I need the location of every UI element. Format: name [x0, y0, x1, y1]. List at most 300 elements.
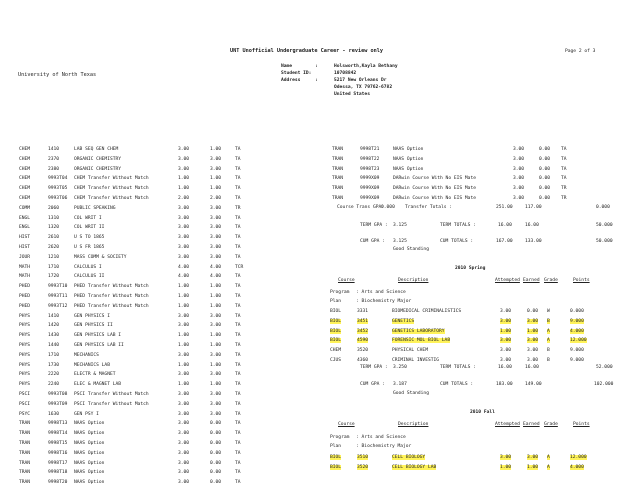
left-row-course-title: NAAS Option [74, 441, 105, 446]
left-row-subject: CHEM [19, 166, 31, 172]
course-row-grade: B [547, 348, 550, 354]
left-row-course-title: NAAS Option [74, 421, 105, 427]
left-row-subject: ENGL [19, 215, 31, 221]
left-row-catalog-number: 1420 [48, 323, 60, 329]
left-row-subject: PHED [19, 303, 31, 309]
left-row-grade: TA [235, 450, 241, 456]
page-title: UNT Unofficial Undergraduate Career - review only [230, 48, 384, 54]
left-row-grade: TA [235, 176, 241, 182]
course-row-grade-points: 4.000 [570, 464, 584, 470]
term-totals-label: TERM TOTALS : [440, 365, 476, 370]
left-row-grade: TA [235, 382, 241, 388]
course-row-grade: A [547, 338, 550, 344]
left-row-catalog-number: 2610 [48, 235, 60, 241]
left-row-course-title: PSCI Transfer Without Match [74, 401, 149, 407]
address-line: United States [334, 92, 370, 97]
left-row-grade: TA [235, 421, 241, 427]
left-row-course-title: NAAS Option [74, 460, 105, 466]
left-row-units-attempted: 2.00 [178, 196, 190, 201]
transfer-row-course-title: DARwin Course With No EIS Mate [393, 196, 476, 201]
transfer-totals-label: Transfer Totals : [405, 205, 453, 210]
left-row-catalog-number: 2620 [48, 245, 60, 250]
transfer-gpa-label: Course Trans GPA: [337, 205, 385, 210]
course-row-grade: A [547, 464, 550, 470]
left-row-units-earned: 3.00 [210, 215, 222, 221]
left-row-subject: CHEM [19, 186, 31, 192]
transfer-row-units-earned: 0.00 [539, 186, 551, 192]
left-row-grade: TA [235, 431, 241, 437]
left-row-units-earned: 1.00 [210, 147, 222, 152]
left-row-grade: TA [235, 254, 241, 260]
left-row-course-title: PHED Transfer Without Match [74, 294, 149, 299]
left-row-units-earned: 3.00 [210, 401, 222, 407]
left-row-units-earned: 3.00 [210, 166, 222, 172]
course-row-catalog-number: 3520 [357, 348, 369, 354]
course-row-grade: A [547, 328, 550, 334]
left-row-subject: TRAN [19, 441, 31, 446]
left-row-course-title: COL WRIT I [74, 215, 102, 221]
left-row-grade: TA [235, 294, 241, 299]
left-row-grade: TA [235, 186, 241, 192]
left-row-subject: PHED [19, 294, 31, 299]
cum-earned: 133.00 [525, 239, 542, 244]
left-row-units-earned: 0.00 [210, 480, 222, 486]
left-row-subject: PHYS [19, 362, 31, 368]
col-grade: Grade [544, 278, 558, 283]
left-row-units-earned: 3.00 [210, 411, 222, 417]
left-row-subject: PSCI [19, 392, 31, 397]
transfer-row-units-earned: 0.00 [539, 166, 551, 172]
course-row-grade-points: 9.000 [570, 348, 584, 354]
transfer-row-subject: TRAN [332, 186, 344, 192]
left-row-grade: TA [235, 147, 241, 152]
course-row-catalog-number: 3451 [357, 318, 369, 324]
left-row-units-earned: 1.00 [210, 333, 222, 339]
left-row-catalog-number: 1720 [48, 274, 60, 280]
transfer-attempted: 251.00 [496, 205, 513, 210]
left-row-catalog-number: 9998T15 [48, 441, 68, 446]
left-row-course-title: PSCI Transfer Without Match [74, 392, 149, 397]
address-line: Odessa, TX 79762-6782 [334, 85, 393, 90]
left-row-units-earned: 0.00 [210, 431, 222, 437]
academic-standing: Good Standing [393, 391, 429, 396]
term-gpa: 3.250 [393, 365, 407, 370]
course-row-course-title: CRIMINAL INVESTIG [392, 358, 440, 363]
col-course: Course [338, 422, 355, 427]
left-row-units-earned: 0.00 [210, 441, 222, 446]
left-row-units-attempted: 3.00 [178, 147, 190, 152]
transfer-row-grade: TR [561, 186, 567, 192]
left-row-subject: PHYS [19, 343, 31, 348]
left-row-catalog-number: 2380 [48, 166, 60, 172]
left-row-units-earned: 1.00 [210, 294, 222, 299]
left-row-units-earned: 1.00 [210, 176, 222, 182]
transfer-points: 0.000 [596, 205, 610, 210]
term-title: 2010 Fall [470, 410, 495, 415]
course-row-course-title: GENETICS [392, 318, 415, 324]
col-earned: Earned [523, 278, 540, 283]
left-row-course-title: GEN PSY I [74, 411, 99, 417]
left-row-units-attempted: 3.00 [178, 441, 190, 446]
left-row-catalog-number: 1440 [48, 343, 60, 348]
left-row-subject: CHEM [19, 176, 31, 182]
course-row-catalog-number: 3452 [357, 328, 369, 334]
left-row-course-title: MECHANICS [74, 352, 99, 358]
term-gpa-label: TERM GPA : [360, 223, 388, 228]
left-row-grade: TA [235, 225, 241, 231]
left-row-catalog-number: 2060 [48, 205, 60, 211]
course-row-units-earned: 1.00 [527, 464, 539, 470]
left-row-units-earned: 0.00 [210, 470, 222, 476]
course-row-units-earned: 0.00 [527, 309, 539, 314]
transfer-row-grade: TR [561, 196, 567, 201]
col-earned: Earned [523, 422, 540, 427]
plan-label: Plan [330, 444, 342, 449]
left-row-grade: TA [235, 245, 241, 250]
left-row-units-earned: 0.00 [210, 421, 222, 427]
left-row-course-title: GEN PHYSICS LAB I [74, 333, 122, 339]
left-row-subject: PHYS [19, 313, 31, 319]
left-row-subject: TRAN [19, 470, 31, 476]
col-grade: Grade [544, 422, 558, 427]
course-row-course-title: CELL BIOLOGY LAB [392, 464, 437, 470]
student-id: 10708842 [334, 71, 357, 76]
left-row-units-earned: 3.00 [210, 313, 222, 319]
left-row-units-earned: 3.00 [210, 205, 222, 211]
left-row-catalog-number: 9993T08 [48, 392, 68, 397]
left-row-units-attempted: 3.00 [178, 450, 190, 456]
left-row-units-earned: 3.00 [210, 323, 222, 329]
left-row-units-attempted: 4.00 [178, 274, 190, 280]
transfer-row-units-attempted: 3.00 [513, 186, 525, 192]
left-row-course-title: CALCULUS II [74, 274, 105, 280]
left-row-catalog-number: 9998T17 [48, 460, 68, 466]
left-row-grade: TA [235, 215, 241, 221]
left-row-subject: HIST [19, 235, 31, 241]
left-row-subject: HIST [19, 245, 31, 250]
left-row-subject: CHEM [19, 147, 31, 152]
left-row-catalog-number: 9993T10 [48, 284, 68, 290]
transfer-row-course-title: NAAS Option [393, 166, 424, 172]
address-colon: : [315, 78, 318, 83]
transfer-row-catalog-number: 9998T21 [360, 147, 380, 152]
course-row-catalog-number: 3520 [357, 464, 369, 470]
left-row-course-title: GEN PHYSICS I [74, 313, 110, 319]
term-gpa: 3.125 [393, 223, 407, 228]
transfer-row-course-title: DARwin Course With No EIS Mate [393, 186, 476, 192]
course-row-units-attempted: 3.00 [500, 455, 512, 460]
left-row-units-attempted: 4.00 [178, 264, 190, 270]
left-row-units-attempted: 3.00 [178, 401, 190, 407]
course-row-grade-points: 12.000 [570, 338, 587, 344]
course-row-units-attempted: 1.00 [500, 464, 512, 470]
left-row-units-earned: 4.00 [210, 274, 222, 280]
course-row-units-earned: 3.00 [527, 455, 539, 460]
course-row-units-earned: 1.00 [527, 328, 539, 334]
cum-attempted: 167.00 [496, 239, 513, 244]
left-row-units-attempted: 1.00 [178, 333, 190, 339]
left-row-grade: TA [235, 352, 241, 358]
left-row-grade: TR [235, 205, 241, 211]
transfer-row-grade: TA [561, 176, 567, 182]
transfer-row-units-earned: 0.00 [539, 156, 551, 162]
course-row-course-title: PHYSICAL CHEM [392, 348, 428, 354]
course-row-units-earned: 3.00 [527, 318, 539, 324]
left-row-units-earned: 0.00 [210, 460, 222, 466]
course-row-units-attempted: 3.00 [500, 358, 512, 363]
left-row-units-attempted: 3.00 [178, 411, 190, 417]
course-row-subject: BIOL [330, 455, 342, 460]
left-row-course-title: CHEM Transfer Without Match [74, 196, 149, 201]
transfer-row-course-title: DARwin Course With No EIS Mate [393, 176, 476, 182]
left-row-course-title: NAAS Option [74, 480, 105, 486]
left-row-grade: TA [235, 313, 241, 319]
transfer-row-units-attempted: 3.00 [513, 166, 525, 172]
term-gpa-label: TERM GPA : [360, 365, 388, 370]
course-row-grade: B [547, 358, 550, 363]
left-row-subject: TRAN [19, 480, 31, 486]
left-row-catalog-number: 9993T11 [48, 294, 68, 299]
transfer-row-units-attempted: 3.00 [513, 176, 525, 182]
left-row-catalog-number: 9998T18 [48, 470, 68, 476]
left-row-units-earned: 3.00 [210, 225, 222, 231]
left-row-units-earned: 1.00 [210, 284, 222, 290]
col-points: Points [573, 422, 590, 427]
left-row-units-attempted: 3.00 [178, 215, 190, 221]
cum-gpa-label: CUM GPA : [360, 382, 385, 387]
program-value: : Arts and Science [356, 290, 406, 295]
left-row-catalog-number: 1210 [48, 254, 60, 260]
left-row-subject: TRAN [19, 431, 31, 437]
left-row-grade: TA [235, 343, 241, 348]
left-row-course-title: U S TO 1865 [74, 235, 105, 241]
left-row-subject: TRAN [19, 450, 31, 456]
cum-points: 102.000 [594, 382, 614, 387]
course-row-units-earned: 3.00 [527, 358, 539, 363]
left-row-grade: TA [235, 323, 241, 329]
left-row-catalog-number: 1410 [48, 313, 60, 319]
course-row-grade: B [547, 318, 550, 324]
left-row-grade: TA [235, 333, 241, 339]
left-row-course-title: ORGANIC CHEMISTRY [74, 166, 122, 172]
left-row-units-attempted: 1.00 [178, 294, 190, 299]
plan-value: : Biochemistry Major [356, 299, 412, 304]
course-row-course-title: GENETICS LABORATORY [392, 328, 445, 334]
left-row-units-attempted: 3.00 [178, 235, 190, 241]
left-row-grade: TA [235, 411, 241, 417]
left-row-course-title: MECHANICS LAB [74, 362, 110, 368]
transfer-row-units-earned: 0.00 [539, 147, 551, 152]
name-label: Name [281, 64, 293, 69]
left-row-course-title: CHEM Transfer Without Match [74, 186, 149, 192]
course-row-subject: BIOL [330, 328, 342, 334]
course-row-subject: CHEM [330, 348, 342, 354]
transfer-row-subject: TRAN [332, 166, 344, 172]
name-colon: : [315, 64, 318, 69]
left-row-units-earned: 1.00 [210, 343, 222, 348]
left-row-units-earned: 1.00 [210, 303, 222, 309]
program-label: Program [330, 290, 350, 295]
transfer-row-catalog-number: 9999X09 [360, 186, 380, 192]
term-title: 2010 Spring [455, 266, 486, 271]
course-row-subject: BIOL [330, 318, 342, 324]
left-row-subject: MATH [19, 274, 31, 280]
left-row-course-title: MASS COMM & SOCIETY [74, 254, 127, 260]
left-row-units-attempted: 1.00 [178, 284, 190, 290]
term-attempted: 16.00 [498, 223, 512, 228]
left-row-catalog-number: 1730 [48, 362, 60, 368]
transfer-row-units-attempted: 3.00 [513, 156, 525, 162]
left-row-catalog-number: 2220 [48, 372, 60, 378]
left-row-grade: TA [235, 284, 241, 290]
left-row-grade: TA [235, 303, 241, 309]
col-description: Description [398, 422, 429, 427]
left-row-catalog-number: 9993T09 [48, 401, 68, 407]
left-row-course-title: PHED Transfer Without Match [74, 284, 149, 290]
left-row-units-earned: 3.00 [210, 372, 222, 378]
left-row-catalog-number: 1710 [48, 264, 60, 270]
left-row-subject: PHYS [19, 372, 31, 378]
left-row-units-attempted: 3.00 [178, 205, 190, 211]
course-row-units-attempted: 3.00 [500, 338, 512, 344]
left-row-subject: CHEM [19, 196, 31, 201]
left-row-subject: PHYS [19, 323, 31, 329]
left-row-subject: PHED [19, 284, 31, 290]
transfer-row-units-attempted: 3.00 [513, 196, 525, 201]
left-row-grade: TA [235, 235, 241, 241]
page-number: Page 2 of 3 [565, 49, 596, 54]
left-row-subject: MATH [19, 264, 31, 270]
left-row-units-attempted: 3.00 [178, 156, 190, 162]
course-row-grade-points: 0.000 [570, 309, 584, 314]
left-row-units-attempted: 3.00 [178, 254, 190, 260]
term-attempted: 16.00 [498, 365, 512, 370]
left-row-course-title: ORGANIC CHEMISTRY [74, 156, 122, 162]
term-points: 50.000 [596, 223, 613, 228]
left-row-units-earned: 2.00 [210, 196, 222, 201]
left-row-course-title: CHEM Transfer Without Match [74, 176, 149, 182]
course-row-catalog-number: 3510 [357, 455, 369, 460]
left-row-units-attempted: 3.00 [178, 323, 190, 329]
left-row-units-earned: 0.00 [210, 450, 222, 456]
left-row-grade: TA [235, 156, 241, 162]
course-row-grade-points: 12.000 [570, 455, 587, 460]
university-name: University of North Texas [18, 72, 97, 78]
transfer-row-catalog-number: 9998T23 [360, 166, 380, 172]
transfer-row-subject: TRAN [332, 176, 344, 182]
transfer-row-subject: TRAN [332, 147, 344, 152]
academic-standing: Good Standing [393, 247, 429, 252]
course-row-subject: BIOL [330, 464, 342, 470]
left-row-subject: PHYS [19, 352, 31, 358]
left-row-course-title: GEN PHYSICS II [74, 323, 113, 329]
course-row-grade: A [547, 455, 550, 460]
cum-gpa: 3.187 [393, 382, 407, 387]
transfer-row-course-title: NAAS Option [393, 147, 424, 152]
left-row-units-attempted: 3.00 [178, 480, 190, 486]
left-row-catalog-number: 1310 [48, 215, 60, 221]
transfer-row-catalog-number: 9999X09 [360, 176, 380, 182]
left-row-units-earned: 3.00 [210, 245, 222, 250]
term-earned: 16.00 [525, 365, 539, 370]
transfer-row-grade: TA [561, 166, 567, 172]
transfer-row-catalog-number: 9999X09 [360, 196, 380, 201]
left-row-grade: TA [235, 372, 241, 378]
left-row-subject: TRAN [19, 421, 31, 427]
left-row-catalog-number: 9998T13 [48, 421, 68, 427]
col-points: Points [573, 278, 590, 283]
transfer-row-catalog-number: 9998T22 [360, 156, 380, 162]
left-row-units-earned: 3.00 [210, 392, 222, 397]
left-row-catalog-number: 9998T16 [48, 450, 68, 456]
left-row-units-earned: 3.00 [210, 156, 222, 162]
left-row-units-attempted: 3.00 [178, 460, 190, 466]
left-row-units-attempted: 3.00 [178, 352, 190, 358]
transfer-row-subject: TRAN [332, 196, 344, 201]
left-row-units-earned: 1.00 [210, 186, 222, 192]
left-row-units-earned: 3.00 [210, 235, 222, 241]
course-row-course-title: BIOMEDICAL CRIMINALISTICS [392, 309, 462, 314]
left-row-units-attempted: 1.00 [178, 382, 190, 388]
left-row-subject: PSCI [19, 401, 31, 407]
left-row-course-title: PUBLIC SPEAKING [74, 205, 116, 211]
left-row-units-attempted: 3.00 [178, 225, 190, 231]
course-row-units-earned: 3.00 [527, 338, 539, 344]
col-attempted: Attempted [495, 278, 520, 283]
left-row-course-title: LAB SEQ GEN CHEM [74, 147, 119, 152]
transfer-row-grade: TA [561, 147, 567, 152]
cum-gpa: 3.125 [393, 239, 407, 244]
left-row-subject: PSYC [19, 411, 31, 417]
transfer-row-course-title: NAAS Option [393, 156, 424, 162]
transfer-gpa: 0.000 [381, 205, 395, 210]
course-row-units-attempted: 3.00 [500, 318, 512, 324]
left-row-catalog-number: 9993T05 [48, 186, 68, 192]
course-row-subject: BIOL [330, 309, 342, 314]
term-points: 52.000 [596, 365, 613, 370]
course-row-grade-points: 9.000 [570, 358, 584, 363]
left-row-subject: PHYS [19, 382, 31, 388]
left-row-units-earned: 3.00 [210, 254, 222, 260]
transfer-row-units-attempted: 3.00 [513, 147, 525, 152]
left-row-units-earned: 3.00 [210, 352, 222, 358]
left-row-grade: TA [235, 166, 241, 172]
left-row-catalog-number: 1320 [48, 225, 60, 231]
student-id-label: Student ID: [281, 71, 312, 76]
course-row-grade-points: 4.000 [570, 328, 584, 334]
address-label: Address [281, 78, 301, 83]
left-row-grade: TA [235, 480, 241, 486]
left-row-catalog-number: 9998T20 [48, 480, 68, 486]
left-row-catalog-number: 2370 [48, 156, 60, 162]
left-row-units-attempted: 3.00 [178, 431, 190, 437]
left-row-course-title: CALCULUS I [74, 264, 102, 270]
course-row-course-title: FORENSIC MOL BIOL LAB [392, 338, 451, 344]
left-row-course-title: ELECTR & MAGNET [74, 372, 116, 378]
left-row-units-attempted: 1.00 [178, 303, 190, 309]
course-row-units-earned: 3.00 [527, 348, 539, 354]
left-row-units-earned: 1.00 [210, 382, 222, 388]
plan-label: Plan [330, 299, 342, 304]
student-name: Holsworth,Kayla Bethany [334, 64, 398, 69]
left-row-subject: COMM [19, 205, 31, 211]
cum-gpa-label: CUM GPA : [360, 239, 385, 244]
course-row-subject: BIOL [330, 338, 342, 344]
left-row-units-attempted: 3.00 [178, 421, 190, 427]
course-row-units-attempted: 3.00 [500, 309, 512, 314]
left-row-grade: TA [235, 470, 241, 476]
left-row-course-title: PHED Transfer Without Match [74, 303, 149, 309]
